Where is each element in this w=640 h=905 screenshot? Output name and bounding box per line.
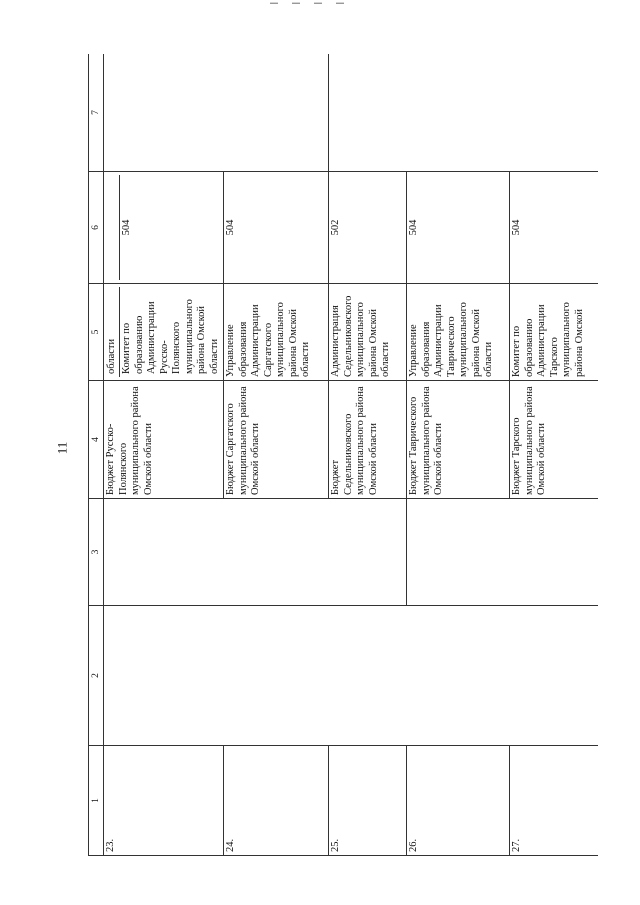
code-value: 502 xyxy=(329,172,407,284)
code-value: 504 xyxy=(407,172,510,284)
code-value: 504 xyxy=(224,172,329,284)
body-cell xyxy=(104,284,224,381)
column-header-4: 4 xyxy=(89,381,104,499)
column-header-7: 7 xyxy=(89,54,104,172)
code-value: 504 xyxy=(510,172,599,284)
body-name: Управление образования Администрации Саргатского муниципального района Омской области xyxy=(224,284,329,381)
code-cell xyxy=(104,172,224,284)
cell-col3 xyxy=(407,499,599,606)
column-header-5: 5 xyxy=(89,284,104,381)
body-name: Комитет по образованию Администрации Русско-Полянского муниципального района Омской области xyxy=(121,299,220,374)
row-number: 27. xyxy=(510,746,599,856)
budget-name: Бюджет Седельниковского муниципального района Омской области xyxy=(329,381,407,499)
budget-table xyxy=(88,54,598,856)
column-header-2: 2 xyxy=(89,606,104,746)
table-viewport xyxy=(88,54,598,856)
cell-col2 xyxy=(104,606,599,746)
column-header-1: 1 xyxy=(89,746,104,856)
row-number: 23. xyxy=(104,746,224,856)
row-number: 24. xyxy=(224,746,329,856)
cell-col7 xyxy=(329,54,599,172)
body-name: Администрация Седельниковского муниципального района Омской области xyxy=(329,284,407,381)
column-header-6: 6 xyxy=(89,172,104,284)
body-name: Управление образования Администрации Таврического муниципального района Омской области xyxy=(407,284,510,381)
budget-name: Бюджет Русско-Полянского муниципального района Омской области xyxy=(104,381,224,499)
page-number: 11 xyxy=(54,441,70,455)
body-name: Комитет по образованию Администрации Тарского муниципального района Омской xyxy=(510,284,599,381)
budget-name: Бюджет Таврического муниципального района Омской области xyxy=(407,381,510,499)
cell-col3 xyxy=(104,499,407,606)
table-row xyxy=(104,54,224,856)
scan-artifact xyxy=(270,0,390,4)
continuation-text: области xyxy=(105,287,120,377)
row-number: 26. xyxy=(407,746,510,856)
budget-name: Бюджет Тарского муниципального района Омской области xyxy=(510,381,599,499)
cell-col7 xyxy=(104,54,329,172)
column-number-row xyxy=(89,54,104,856)
column-header-3: 3 xyxy=(89,499,104,606)
code-value: 504 xyxy=(121,219,132,236)
budget-name: Бюджет Саргатского муниципального района Омской области xyxy=(224,381,329,499)
row-number: 25. xyxy=(329,746,407,856)
continuation-blank xyxy=(105,175,120,280)
